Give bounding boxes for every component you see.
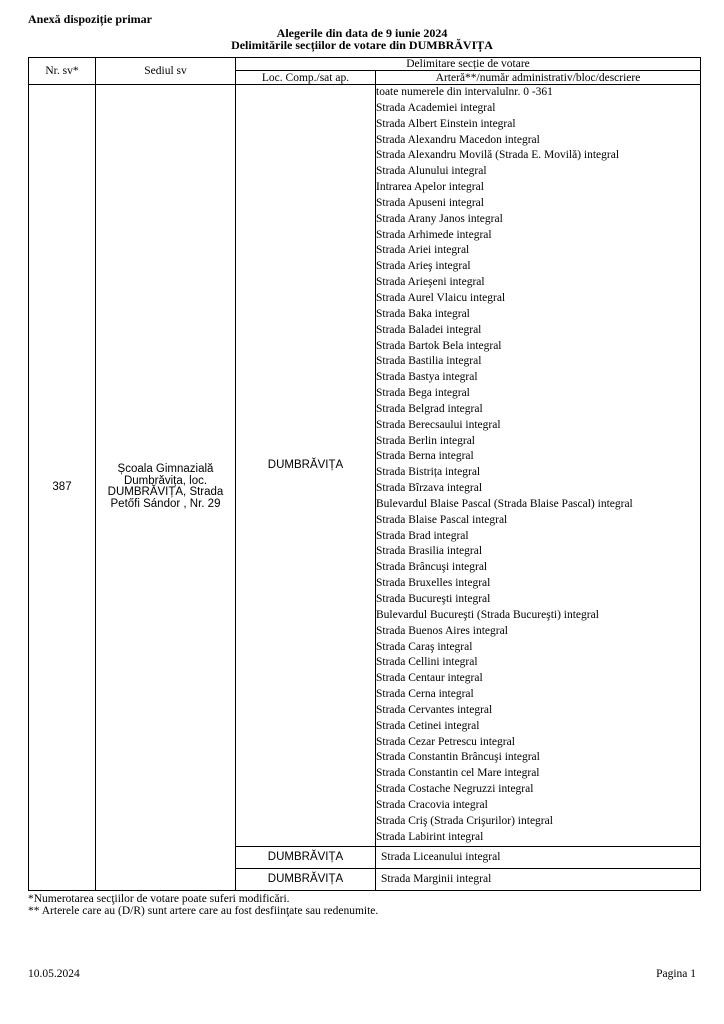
street-item: Strada Brasilia integral	[376, 545, 483, 558]
street-item: Strada Arieş integral	[376, 260, 471, 273]
street-item: Strada Albert Einstein integral	[376, 117, 516, 130]
street-item: Intrarea Apelor integral	[376, 181, 484, 194]
street-item: Strada Brâncuşi integral	[376, 561, 488, 574]
street-item: Strada Bega integral	[376, 387, 470, 400]
street-item: Strada Bucureşti integral	[376, 593, 491, 605]
footer-date: 10.05.2024	[28, 968, 80, 980]
row-street: Strada Liceanului integral	[376, 846, 701, 868]
row-locality: DUMBRĂVIȚA	[236, 868, 376, 890]
street-item: Strada Bastya integral	[376, 371, 478, 384]
street-item: Strada Criş (Strada Crişurilor) integral	[376, 814, 553, 827]
street-item: Strada Brad integral	[376, 529, 469, 542]
street-item: Strada Academiei integral	[376, 101, 496, 114]
header-localitate: Loc. Comp./sat ap.	[236, 71, 376, 85]
street-item: Strada Buenos Aires integral	[376, 624, 508, 637]
header-delimitare: Delimitare secție de votare	[236, 58, 701, 71]
street-item: Strada Arany Janos integral	[376, 212, 503, 225]
street-item: toate numerele din intervalulnr. 0 -361	[376, 86, 553, 98]
footnotes	[28, 893, 378, 917]
street-item: Strada Arieşeni integral	[376, 276, 485, 289]
street-item: Strada Labirint integral	[376, 830, 484, 843]
street-item: Strada Baladei integral	[376, 323, 482, 336]
street-item: Bulevardul Bucureşti (Strada Bucureşti) integral	[376, 608, 599, 621]
street-item: Strada Alexandru Macedon integral	[376, 133, 540, 146]
table-row	[29, 85, 701, 847]
street-item: Strada Caraş integral	[376, 640, 473, 653]
street-item: Strada Baka integral	[376, 307, 470, 320]
section-seat: Școala Gimnazială Dumbrăvița, loc. DUMBRĂVIȚA, Strada Petőfi Sándor , Nr. 29	[96, 85, 236, 891]
street-item: Strada Cervantes integral	[376, 703, 493, 716]
street-item: Strada Apuseni integral	[376, 196, 484, 209]
street-item: Strada Costache Negruzzi integral	[376, 783, 534, 796]
street-item: Bulevardul Blaise Pascal (Strada Blaise Pascal) integral	[376, 497, 633, 510]
header-artera: Arteră**/număr administrativ/bloc/descriere	[376, 71, 701, 85]
street-item: Strada Bistrița integral	[376, 466, 481, 479]
street-item: Strada Cezar Petrescu integral	[376, 735, 515, 748]
street-item: Strada Bastilia integral	[376, 355, 482, 368]
street-item: Strada Bartok Bela integral	[376, 339, 502, 352]
header-nr-sv: Nr. sv*	[29, 58, 96, 85]
street-item: Strada Ariei integral	[376, 244, 470, 257]
street-list	[376, 85, 701, 847]
street-item: Strada Alexandru Movilă (Strada E. Movilă) integral	[376, 149, 620, 162]
street-item: Strada Cetinei integral	[376, 719, 480, 732]
street-item: Strada Berecsaului integral	[376, 418, 501, 431]
footnote-renamed-streets: ** Arterele care au (D/R) sunt artere care au fost desfiinţate sau redenumite.	[28, 905, 379, 917]
row-street: Strada Marginii integral	[376, 868, 701, 890]
street-item: Strada Alunului integral	[376, 165, 487, 178]
section-locality: DUMBRĂVIȚA	[236, 85, 376, 847]
street-item: Strada Cracovia integral	[376, 798, 488, 811]
header-sediul-sv: Sediul sv	[96, 58, 236, 85]
footnote-numbering: *Numerotarea secţiilor de votare poate suferi modificări.	[28, 893, 290, 905]
street-item: Strada Berna integral	[376, 450, 474, 463]
footer-page-number: Pagina 1	[656, 968, 696, 980]
street-item: Strada Blaise Pascal integral	[376, 513, 508, 526]
street-item: Strada Centaur integral	[376, 672, 483, 685]
street-item: Strada Constantin Brâncuşi integral	[376, 751, 540, 764]
street-item: Strada Aurel Vlaicu integral	[376, 291, 506, 304]
street-item: Strada Bîrzava integral	[376, 482, 483, 495]
street-item: Strada Arhimede integral	[376, 228, 492, 241]
street-item: Strada Bruxelles integral	[376, 577, 491, 590]
title-delimitations: Delimitările secțiilor de votare din DUMBRĂVIȚA	[231, 38, 493, 52]
row-locality: DUMBRĂVIȚA	[236, 846, 376, 868]
section-number: 387	[29, 85, 96, 891]
street-item: Strada Cellini integral	[376, 656, 478, 669]
street-item: Strada Berlin integral	[376, 434, 475, 447]
street-item: Strada Belgrad integral	[376, 402, 483, 415]
title-election-date: Alegerile din data de 9 iunie 2024	[276, 26, 448, 40]
street-item: Strada Constantin cel Mare integral	[376, 767, 540, 780]
document-title	[0, 27, 724, 51]
annex-label: Anexă dispoziție primar	[28, 12, 152, 26]
street-item: Strada Cerna integral	[376, 688, 474, 701]
polling-stations-table	[28, 57, 701, 891]
